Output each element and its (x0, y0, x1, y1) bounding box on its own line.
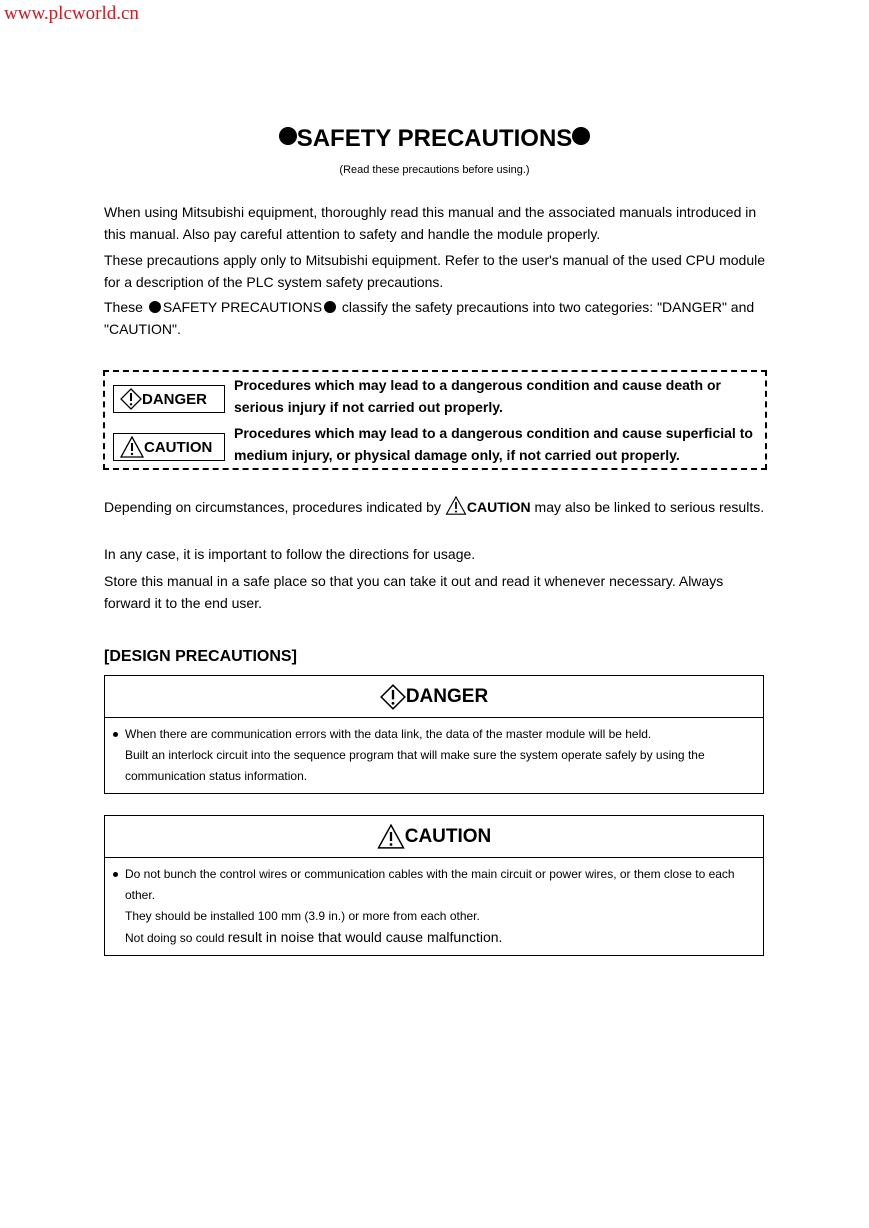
note1-caution: CAUTION (466, 499, 531, 515)
caution-box-body (105, 858, 763, 955)
bullet-dot-icon (113, 872, 118, 877)
danger-line-1: When there are communication errors with the data link, the data of the master module will be held. (125, 727, 652, 741)
legend-box (103, 370, 767, 470)
note-paragraph-3: Store this manual in a safe place so that you can take it out and read it whenever necessary. Always forward it to the end user. (104, 573, 724, 611)
watermark: www.plcworld.cn (4, 3, 139, 24)
caution-icon (445, 496, 467, 515)
danger-precaution-box (104, 675, 764, 794)
danger-icon (380, 684, 406, 710)
bullet-dot-icon (113, 732, 118, 737)
legend-caution-label: CAUTION (144, 438, 213, 456)
bullet-dot-icon (279, 127, 297, 145)
section-title: [DESIGN PRECAUTIONS] (104, 648, 297, 665)
legend-danger-badge (113, 385, 225, 413)
intro-p3-pre: These (104, 299, 147, 315)
legend-caution-badge (113, 433, 225, 461)
bullet-dot-icon (149, 301, 161, 313)
danger-icon (120, 388, 142, 410)
title-text: SAFETY PRECAUTIONS (296, 125, 573, 152)
danger-box-body (105, 718, 763, 793)
legend-danger-text: Procedures which may lead to a dangerous condition and cause death or serious injury if not carried out properly. (234, 377, 721, 415)
intro-paragraph-2: These precautions apply only to Mitsubishi equipment. Refer to the user's manual of the used CPU module for a description of the PLC system safety precautions. (104, 252, 766, 290)
caution-box-header (105, 816, 763, 858)
list-item (113, 864, 753, 949)
bullet-dot-icon (572, 127, 590, 145)
caution-line-1: Do not bunch the control wires or communication cables with the main circuit or power wires, or them close to each other. (125, 867, 735, 902)
intro-p3-mid: SAFETY PRECAUTIONS (162, 299, 323, 315)
caution-line-3-large: result in noise that would cause malfunction. (227, 929, 503, 945)
danger-box-title: DANGER (405, 685, 489, 707)
note-paragraph-1 (104, 496, 769, 519)
legend-caution-text: Procedures which may lead to a dangerous condition and cause superficial to medium injury, or physical damage only, if not carried out properly. (234, 425, 753, 463)
list-item (113, 724, 753, 787)
note1-pre: Depending on circumstances, procedures indicated by (104, 499, 445, 515)
note1-post: may also be linked to serious results. (530, 499, 765, 515)
danger-box-header (105, 676, 763, 718)
bullet-dot-icon (324, 301, 336, 313)
page-subtitle: (Read these precautions before using.) (339, 164, 530, 176)
intro-paragraph-3 (104, 297, 769, 340)
page-title (0, 125, 869, 153)
caution-line-2: They should be installed 100 mm (3.9 in.) or more from each other. (125, 909, 480, 923)
caution-line-3 (125, 927, 753, 949)
caution-line-3-small: Not doing so could (125, 931, 228, 945)
intro-p3-post: classify the safety precautions into two categories: "DANGER" and "CAUTION". (104, 299, 755, 337)
note-paragraph-2: In any case, it is important to follow the directions for usage. (104, 546, 476, 562)
caution-box-title: CAUTION (404, 825, 492, 847)
caution-precaution-box (104, 815, 764, 956)
legend-danger-label: DANGER (142, 390, 208, 408)
caution-icon (377, 824, 405, 849)
intro-paragraph-1: When using Mitsubishi equipment, thoroughly read this manual and the associated manuals introduced in this manual. Also pay careful attention to safety and handle the module properly. (104, 204, 757, 242)
caution-icon (120, 436, 144, 458)
danger-line-2: Built an interlock circuit into the sequence program that will make sure the system operate safely by using the communication status information. (125, 748, 705, 783)
